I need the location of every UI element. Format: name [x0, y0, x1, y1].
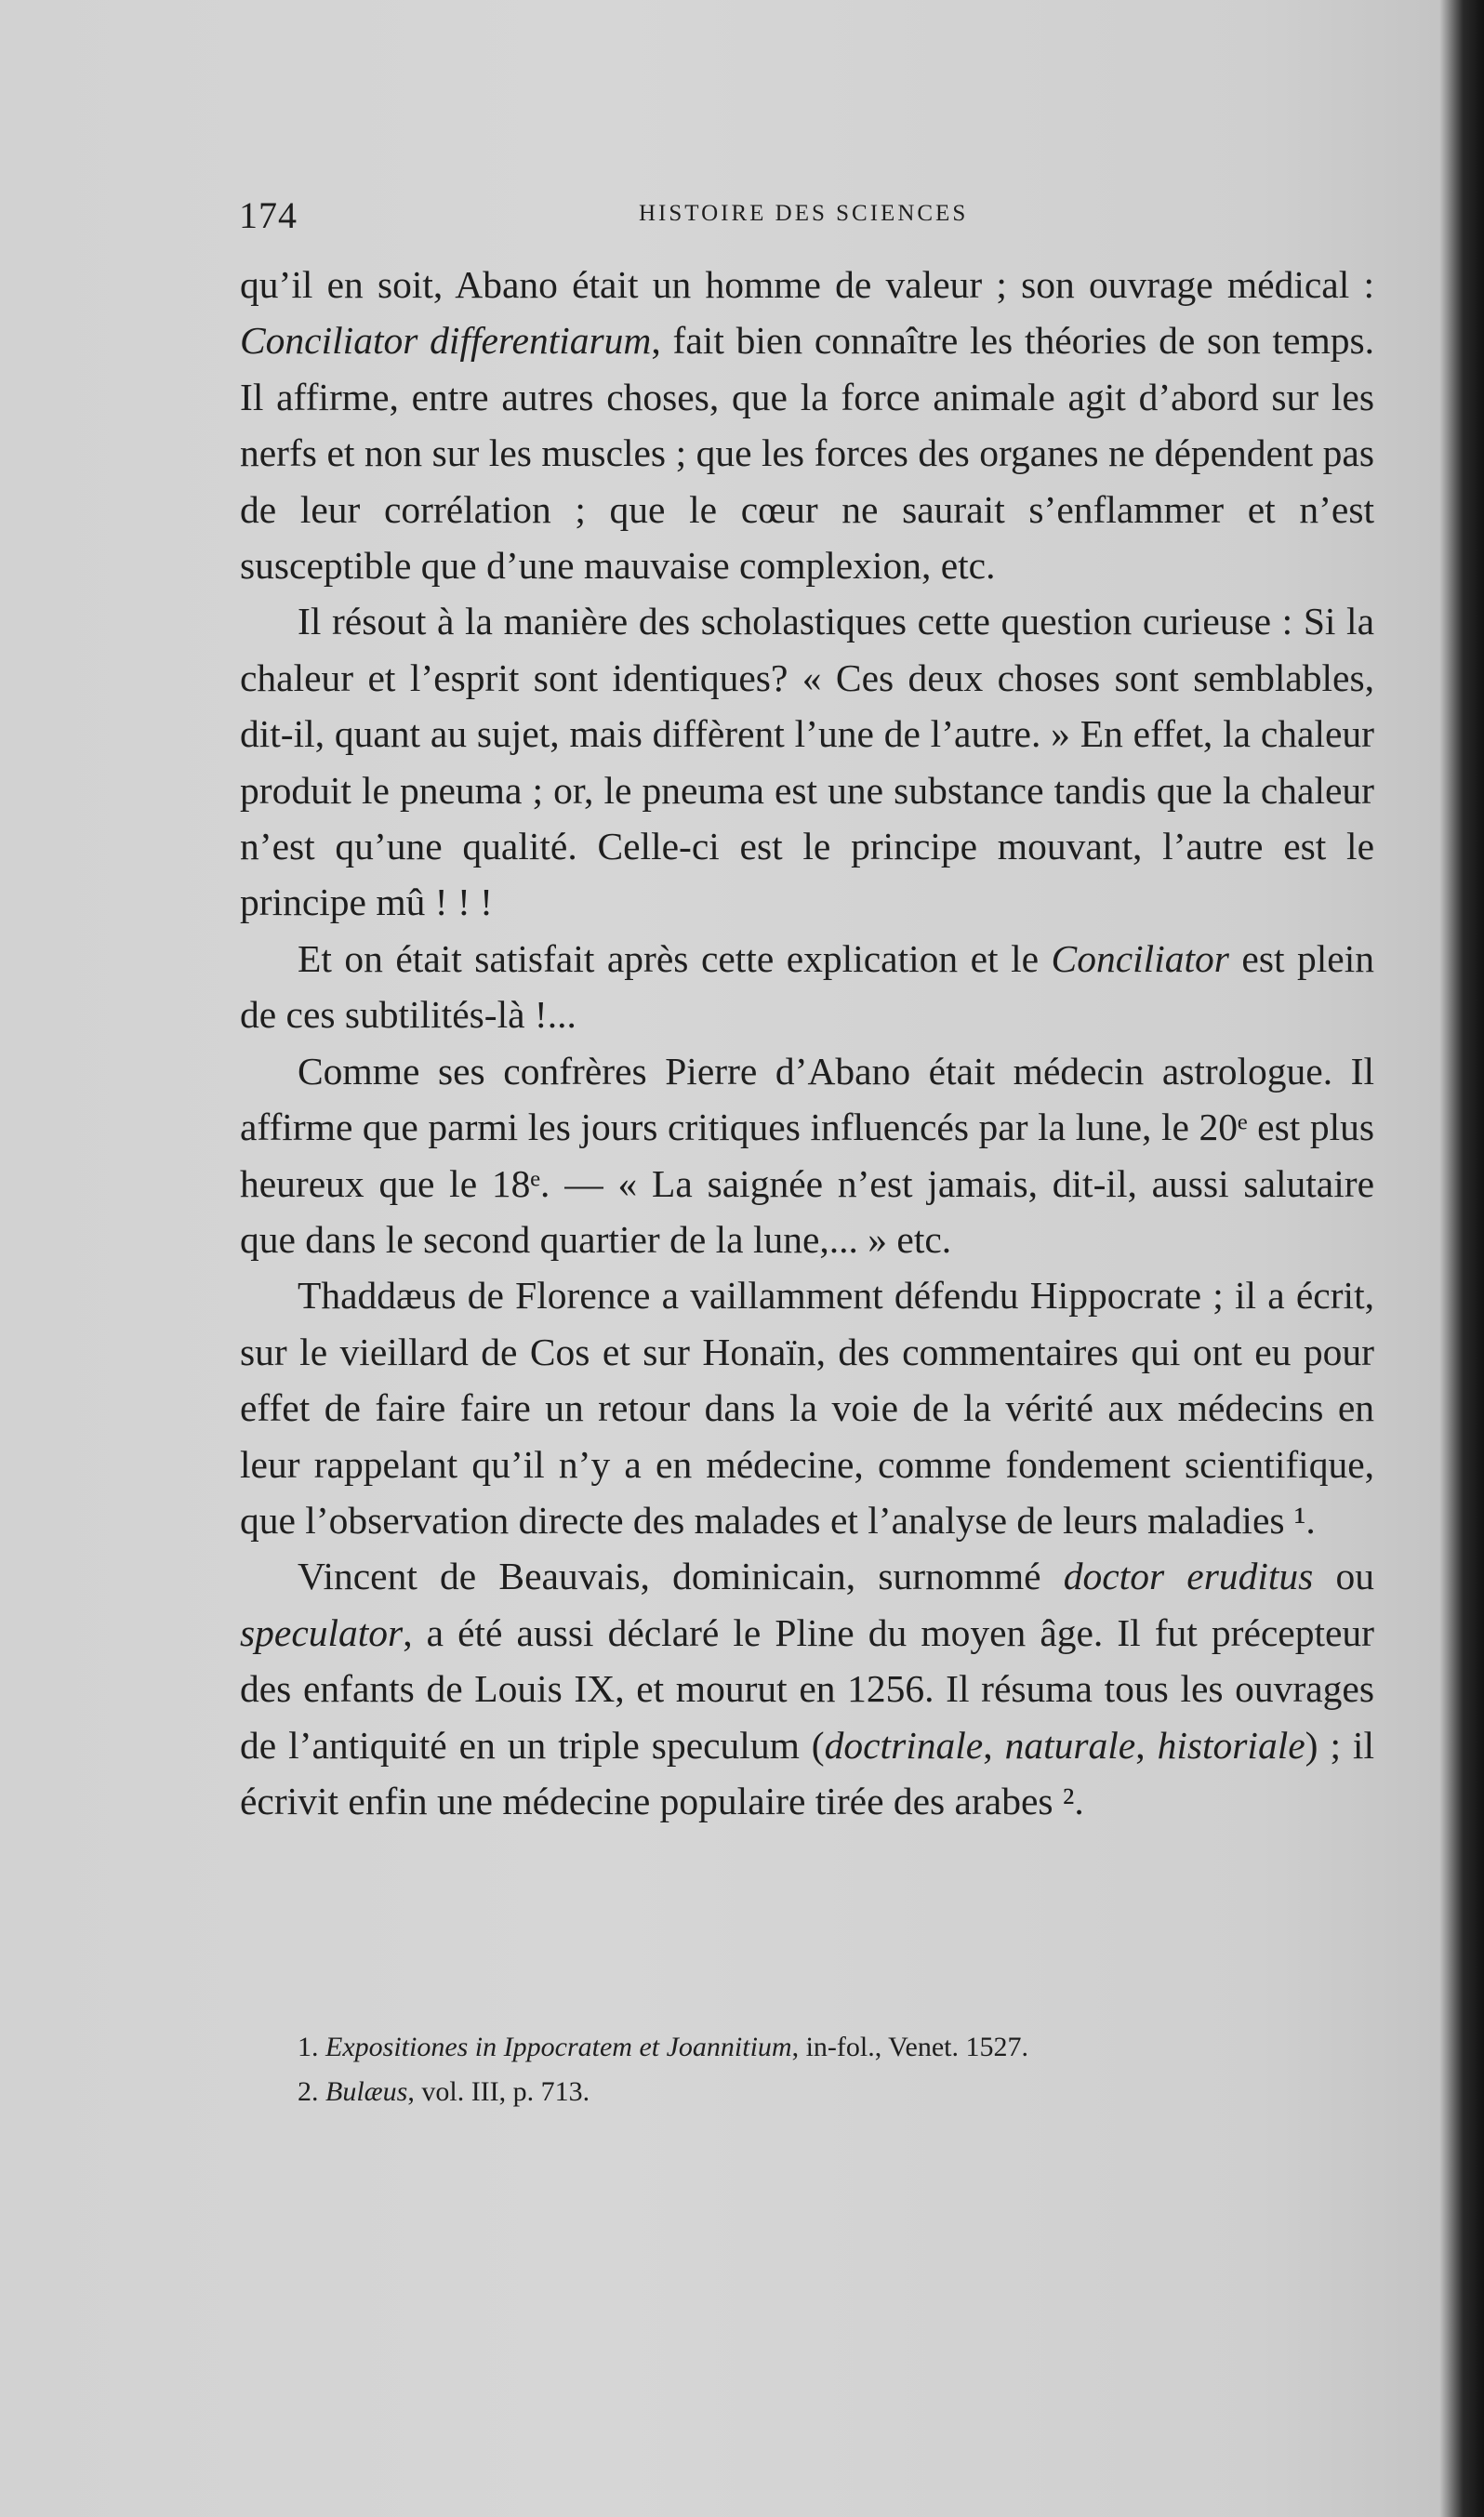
footnotes	[240, 2025, 1374, 2114]
italic-text: Expositiones in Ippocratem et Joannitium	[325, 2032, 792, 2062]
text-run: Thaddæus de Florence a vaillamment défendu Hippocrate ; il a écrit, sur le vieillard de Cos et sur Honaïn, des commentaires qui ont eu pour effet de faire faire un retour dans la voie de la vérité aux médecins en leur rappelant qu’il n’y a en médecine, comme fondement scientifique, que l’observation directe des malades et l’analyse de leurs maladies ¹.	[240, 1274, 1374, 1542]
italic-text: historiale	[1157, 1723, 1305, 1767]
text-run: ,	[1135, 1723, 1158, 1767]
text-run: ou	[1313, 1555, 1375, 1598]
italic-text: doctrinale	[824, 1723, 984, 1767]
italic-text: Conciliator differentiarum	[240, 319, 652, 363]
text-run: ,	[983, 1723, 1005, 1767]
text-run: est plein de ces subtilités-là !...	[240, 936, 1374, 1037]
italic-text: doctor eruditus	[1063, 1555, 1314, 1598]
text-run: Il résout à la manière des scholastiques cette question curieuse : Si la chaleur et l’esprit sont identiques? « Ces deux choses sont semblables, dit-il, quant au sujet, mais diffèrent l’une de l’autre. » En effet, la chaleur produit le pneuma ; or, le pneuma est une substance tandis que la chaleur n’est qu’une qualité. Celle-ci est le principe mouvant, l’autre est le principe mû ! ! !	[240, 600, 1374, 924]
text-run: Comme ses confrères Pierre d’Abano était médecin astrologue. Il affirme que parmi les jours critiques influencés par la lune, le 20ᵉ est plus heureux que le 18ᵉ. — « La saignée n’est jamais, dit-il, aussi salutaire que dans le second quartier de la lune,... » etc.	[240, 1049, 1374, 1261]
body-text	[240, 257, 1374, 1829]
footnote-number: 1.	[298, 2032, 325, 2062]
italic-text: naturale	[1004, 1723, 1136, 1767]
paragraph	[240, 257, 1374, 593]
text-run: Vincent de Beauvais, dominicain, surnommé	[298, 1555, 1064, 1598]
text-run: ) ; il écrivit enfin une médecine populaire tirée des arabes ².	[240, 1723, 1374, 1822]
page-number: 174	[239, 194, 298, 236]
footnote	[240, 2025, 1374, 2070]
running-title: HISTOIRE DES SCIENCES	[639, 201, 969, 226]
text-run: Et on était satisfait après cette explication et le	[298, 936, 1052, 980]
footnote	[240, 2070, 1374, 2114]
page-header	[239, 193, 1373, 236]
text-run: , vol. III, p. 713.	[407, 2076, 590, 2107]
paragraph	[240, 593, 1374, 930]
italic-text: speculator	[240, 1610, 404, 1654]
paragraph	[240, 931, 1374, 1043]
text-run: qu’il en soit, Abano était un homme de valeur ; son ouvrage médical :	[240, 263, 1374, 306]
paragraph	[240, 1548, 1374, 1829]
italic-text: Bulæus	[325, 2076, 408, 2107]
text-run: , in-fol., Venet. 1527.	[791, 2032, 1028, 2062]
paragraph	[240, 1267, 1374, 1548]
paragraph	[240, 1043, 1374, 1268]
italic-text: Conciliator	[1051, 936, 1229, 980]
footnote-number: 2.	[298, 2076, 325, 2107]
text-run: , fait bien connaître les théories de son temps. Il affirme, entre autres choses, que la force animale agit d’abord sur les nerfs et non sur les muscles ; que les forces des organes ne dépendent pas de leur corrélation ; que le cœur ne saurait s’enflammer et n’est susceptible que d’une mauvaise complexion, etc.	[240, 319, 1375, 588]
text-run: , a été aussi déclaré le Pline du moyen âge. Il fut précepteur des enfants de Louis IX, et mourut en 1256. Il résuma tous les ouvrages de l’antiquité en un triple speculum (	[240, 1610, 1374, 1767]
